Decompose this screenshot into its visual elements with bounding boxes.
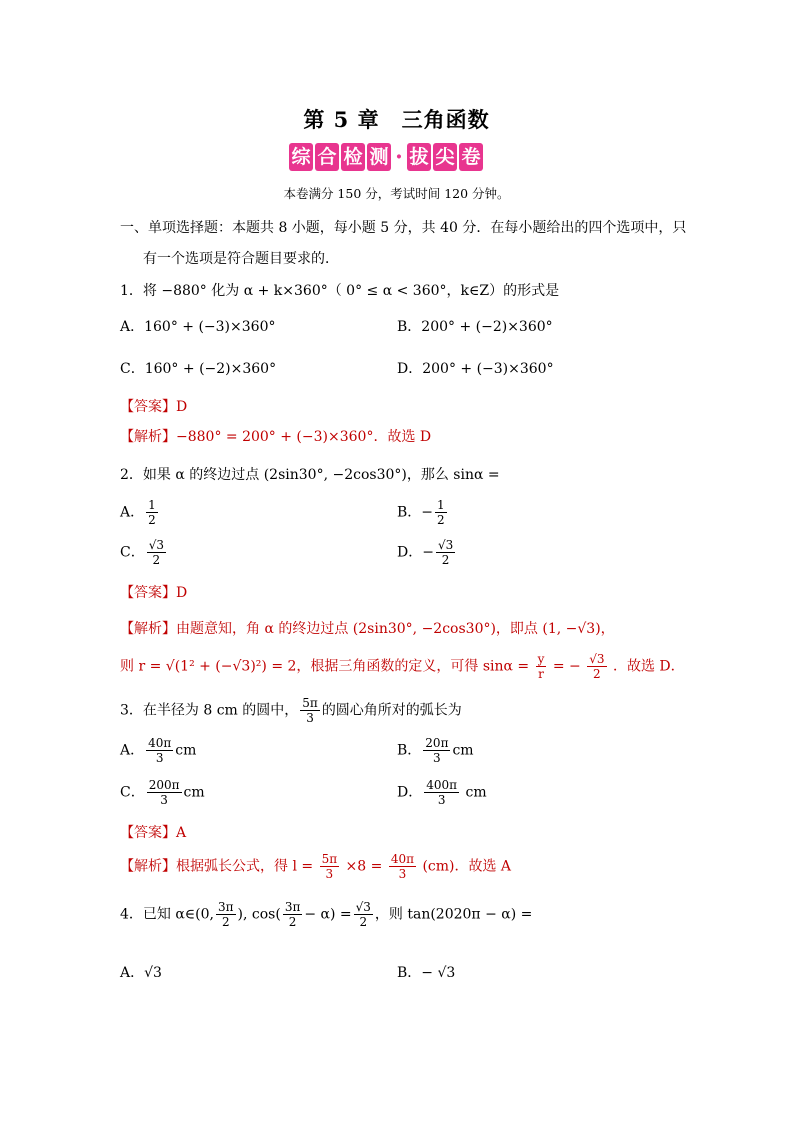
numerator: 3π bbox=[218, 900, 234, 914]
numerator: 40π bbox=[390, 852, 414, 866]
fraction bbox=[436, 538, 455, 567]
numerator: 1 bbox=[437, 498, 445, 512]
fraction bbox=[536, 652, 547, 681]
fraction bbox=[320, 852, 340, 881]
fraction bbox=[423, 736, 450, 765]
option-prefix: B． bbox=[397, 742, 422, 759]
option-prefix: D．− bbox=[397, 544, 434, 561]
denominator: 3 bbox=[433, 751, 441, 765]
fraction bbox=[587, 652, 606, 681]
q2-option-b bbox=[397, 498, 449, 527]
fraction bbox=[283, 900, 303, 929]
q1-stem: 1．将 −880° 化为 α + k×360°（ 0° ≤ α < 360°，k∈Z）的形式是 bbox=[120, 283, 560, 299]
numerator: 5π bbox=[321, 852, 338, 866]
banner-char: 检 bbox=[341, 143, 365, 171]
banner-char: 尖 bbox=[433, 143, 457, 171]
numerator: 1 bbox=[148, 498, 156, 512]
answer-value: A bbox=[176, 825, 187, 841]
banner-char: 综 bbox=[289, 143, 313, 171]
analysis-text: 由题意知，角 α 的终边过点 (2sin30°, −2cos30°)，即点 (1, −√3)， bbox=[176, 621, 615, 637]
analysis-label: 【解析】 bbox=[120, 429, 176, 445]
option-prefix: B．− bbox=[397, 504, 434, 521]
q2-option-c bbox=[120, 538, 168, 567]
denominator: 3 bbox=[160, 793, 168, 807]
analysis-text: ．故选 D． bbox=[612, 658, 685, 675]
unit: cm bbox=[183, 784, 205, 801]
denominator: 2 bbox=[148, 513, 156, 527]
stem-text: − α) = bbox=[304, 906, 352, 923]
exam-info: 本卷满分 150 分，考试时间 120 分钟。 bbox=[283, 186, 510, 201]
analysis-text: −880° = 200° + (−3)×360°．故选 D bbox=[176, 429, 432, 445]
q3-option-a bbox=[120, 736, 196, 765]
stem-text: 的圆心角所对的弧长为 bbox=[321, 702, 462, 719]
numerator: √3 bbox=[148, 538, 164, 552]
unit: cm bbox=[175, 742, 197, 759]
answer-label: 【答案】 bbox=[120, 585, 176, 601]
numerator: √3 bbox=[355, 900, 371, 914]
denominator: 2 bbox=[288, 915, 297, 929]
q3-option-b bbox=[397, 736, 474, 765]
fraction bbox=[147, 778, 182, 807]
denominator: 3 bbox=[155, 751, 164, 765]
q3-answer bbox=[120, 822, 186, 842]
denominator: 2 bbox=[593, 667, 601, 681]
banner-separator: · bbox=[395, 144, 403, 170]
q3-option-d bbox=[397, 778, 487, 807]
analysis-text: (cm)．故选 A bbox=[422, 858, 512, 875]
numerator: √3 bbox=[437, 538, 454, 552]
option-prefix: C． bbox=[120, 544, 145, 561]
analysis-text: = − bbox=[552, 658, 581, 675]
section-heading-line1: 一、单项选择题：本题共 8 小题，每小题 5 分，共 40 分．在每小题给出的四个选项中，只 bbox=[120, 220, 687, 236]
answer-label: 【答案】 bbox=[120, 825, 176, 841]
stem-text: ), cos( bbox=[237, 906, 281, 923]
banner bbox=[289, 141, 509, 173]
fraction bbox=[300, 696, 320, 725]
q3-option-c bbox=[120, 778, 205, 807]
banner-char: 合 bbox=[315, 143, 339, 171]
numerator: y bbox=[537, 652, 545, 666]
analysis-text: ×8 = bbox=[345, 858, 383, 875]
stem-text: 4．已知 α∈(0, bbox=[120, 906, 214, 923]
denominator: 3 bbox=[398, 867, 407, 881]
fraction bbox=[435, 498, 447, 527]
numerator: 3π bbox=[284, 900, 301, 914]
denominator: r bbox=[538, 667, 544, 681]
fraction bbox=[424, 778, 459, 807]
fraction bbox=[216, 900, 236, 929]
option-prefix: D． bbox=[397, 784, 423, 801]
denominator: 2 bbox=[221, 915, 230, 929]
banner-char: 卷 bbox=[459, 143, 483, 171]
denominator: 3 bbox=[437, 793, 446, 807]
numerator: 40π bbox=[148, 736, 172, 750]
answer-value: D bbox=[176, 585, 188, 601]
q1-option-c: C．160° + (−2)×360° bbox=[120, 361, 277, 377]
numerator: 200π bbox=[148, 778, 180, 792]
denominator: 3 bbox=[325, 867, 334, 881]
q3-analysis bbox=[120, 852, 511, 881]
numerator: 20π bbox=[425, 736, 449, 750]
analysis-label: 【解析】 bbox=[120, 858, 176, 875]
banner-char: 拔 bbox=[407, 143, 431, 171]
answer-label: 【答案】 bbox=[120, 399, 176, 415]
unit: cm bbox=[452, 742, 474, 759]
q1-option-a: A．160° + (−3)×360° bbox=[120, 319, 276, 335]
fraction bbox=[354, 900, 373, 929]
fraction bbox=[146, 498, 158, 527]
denominator: 3 bbox=[306, 711, 314, 725]
analysis-text: 则 r = √(1² + (−√3)²) = 2，根据三角函数的定义，可得 sinα = bbox=[120, 658, 530, 675]
banner-char: 测 bbox=[367, 143, 391, 171]
q2-analysis-line2 bbox=[120, 652, 685, 681]
fraction bbox=[146, 736, 173, 765]
option-prefix: A． bbox=[120, 504, 145, 521]
q2-analysis-line1 bbox=[120, 618, 615, 638]
stem-text: 3．在半径为 8 cm 的圆中， bbox=[120, 702, 299, 719]
analysis-text: 根据弧长公式，得 l = bbox=[176, 858, 314, 875]
denominator: 2 bbox=[359, 915, 368, 929]
q1-option-d: D．200° + (−3)×360° bbox=[397, 361, 554, 377]
q4-option-b: B．− √3 bbox=[397, 965, 456, 981]
stem-text: ，则 tan(2020π − α) = bbox=[374, 906, 533, 923]
q2-option-a bbox=[120, 498, 160, 527]
numerator: √3 bbox=[589, 652, 605, 666]
q3-stem bbox=[120, 696, 462, 725]
numerator: 400π bbox=[426, 778, 458, 792]
fraction bbox=[147, 538, 166, 567]
page-title: 第 5 章 三角函数 bbox=[303, 107, 490, 132]
q2-stem: 2．如果 α 的终边过点 (2sin30°, −2cos30°)，那么 sinα = bbox=[120, 467, 500, 483]
q2-option-d bbox=[397, 538, 457, 567]
denominator: 2 bbox=[441, 553, 450, 567]
q1-option-b: B．200° + (−2)×360° bbox=[397, 319, 553, 335]
q4-option-a: A．√3 bbox=[120, 965, 162, 981]
fraction bbox=[389, 852, 416, 881]
answer-value: D bbox=[176, 399, 188, 415]
option-prefix: A． bbox=[120, 742, 145, 759]
section-heading-line2: 有一个选项是符合题目要求的． bbox=[143, 251, 339, 267]
denominator: 2 bbox=[152, 553, 161, 567]
q1-analysis bbox=[120, 426, 431, 446]
q1-answer bbox=[120, 396, 187, 416]
analysis-label: 【解析】 bbox=[120, 621, 176, 637]
numerator: 5π bbox=[302, 696, 318, 710]
option-prefix: C． bbox=[120, 784, 145, 801]
denominator: 2 bbox=[437, 513, 445, 527]
q2-answer bbox=[120, 582, 187, 602]
q4-stem bbox=[120, 900, 532, 929]
unit: cm bbox=[465, 784, 487, 801]
